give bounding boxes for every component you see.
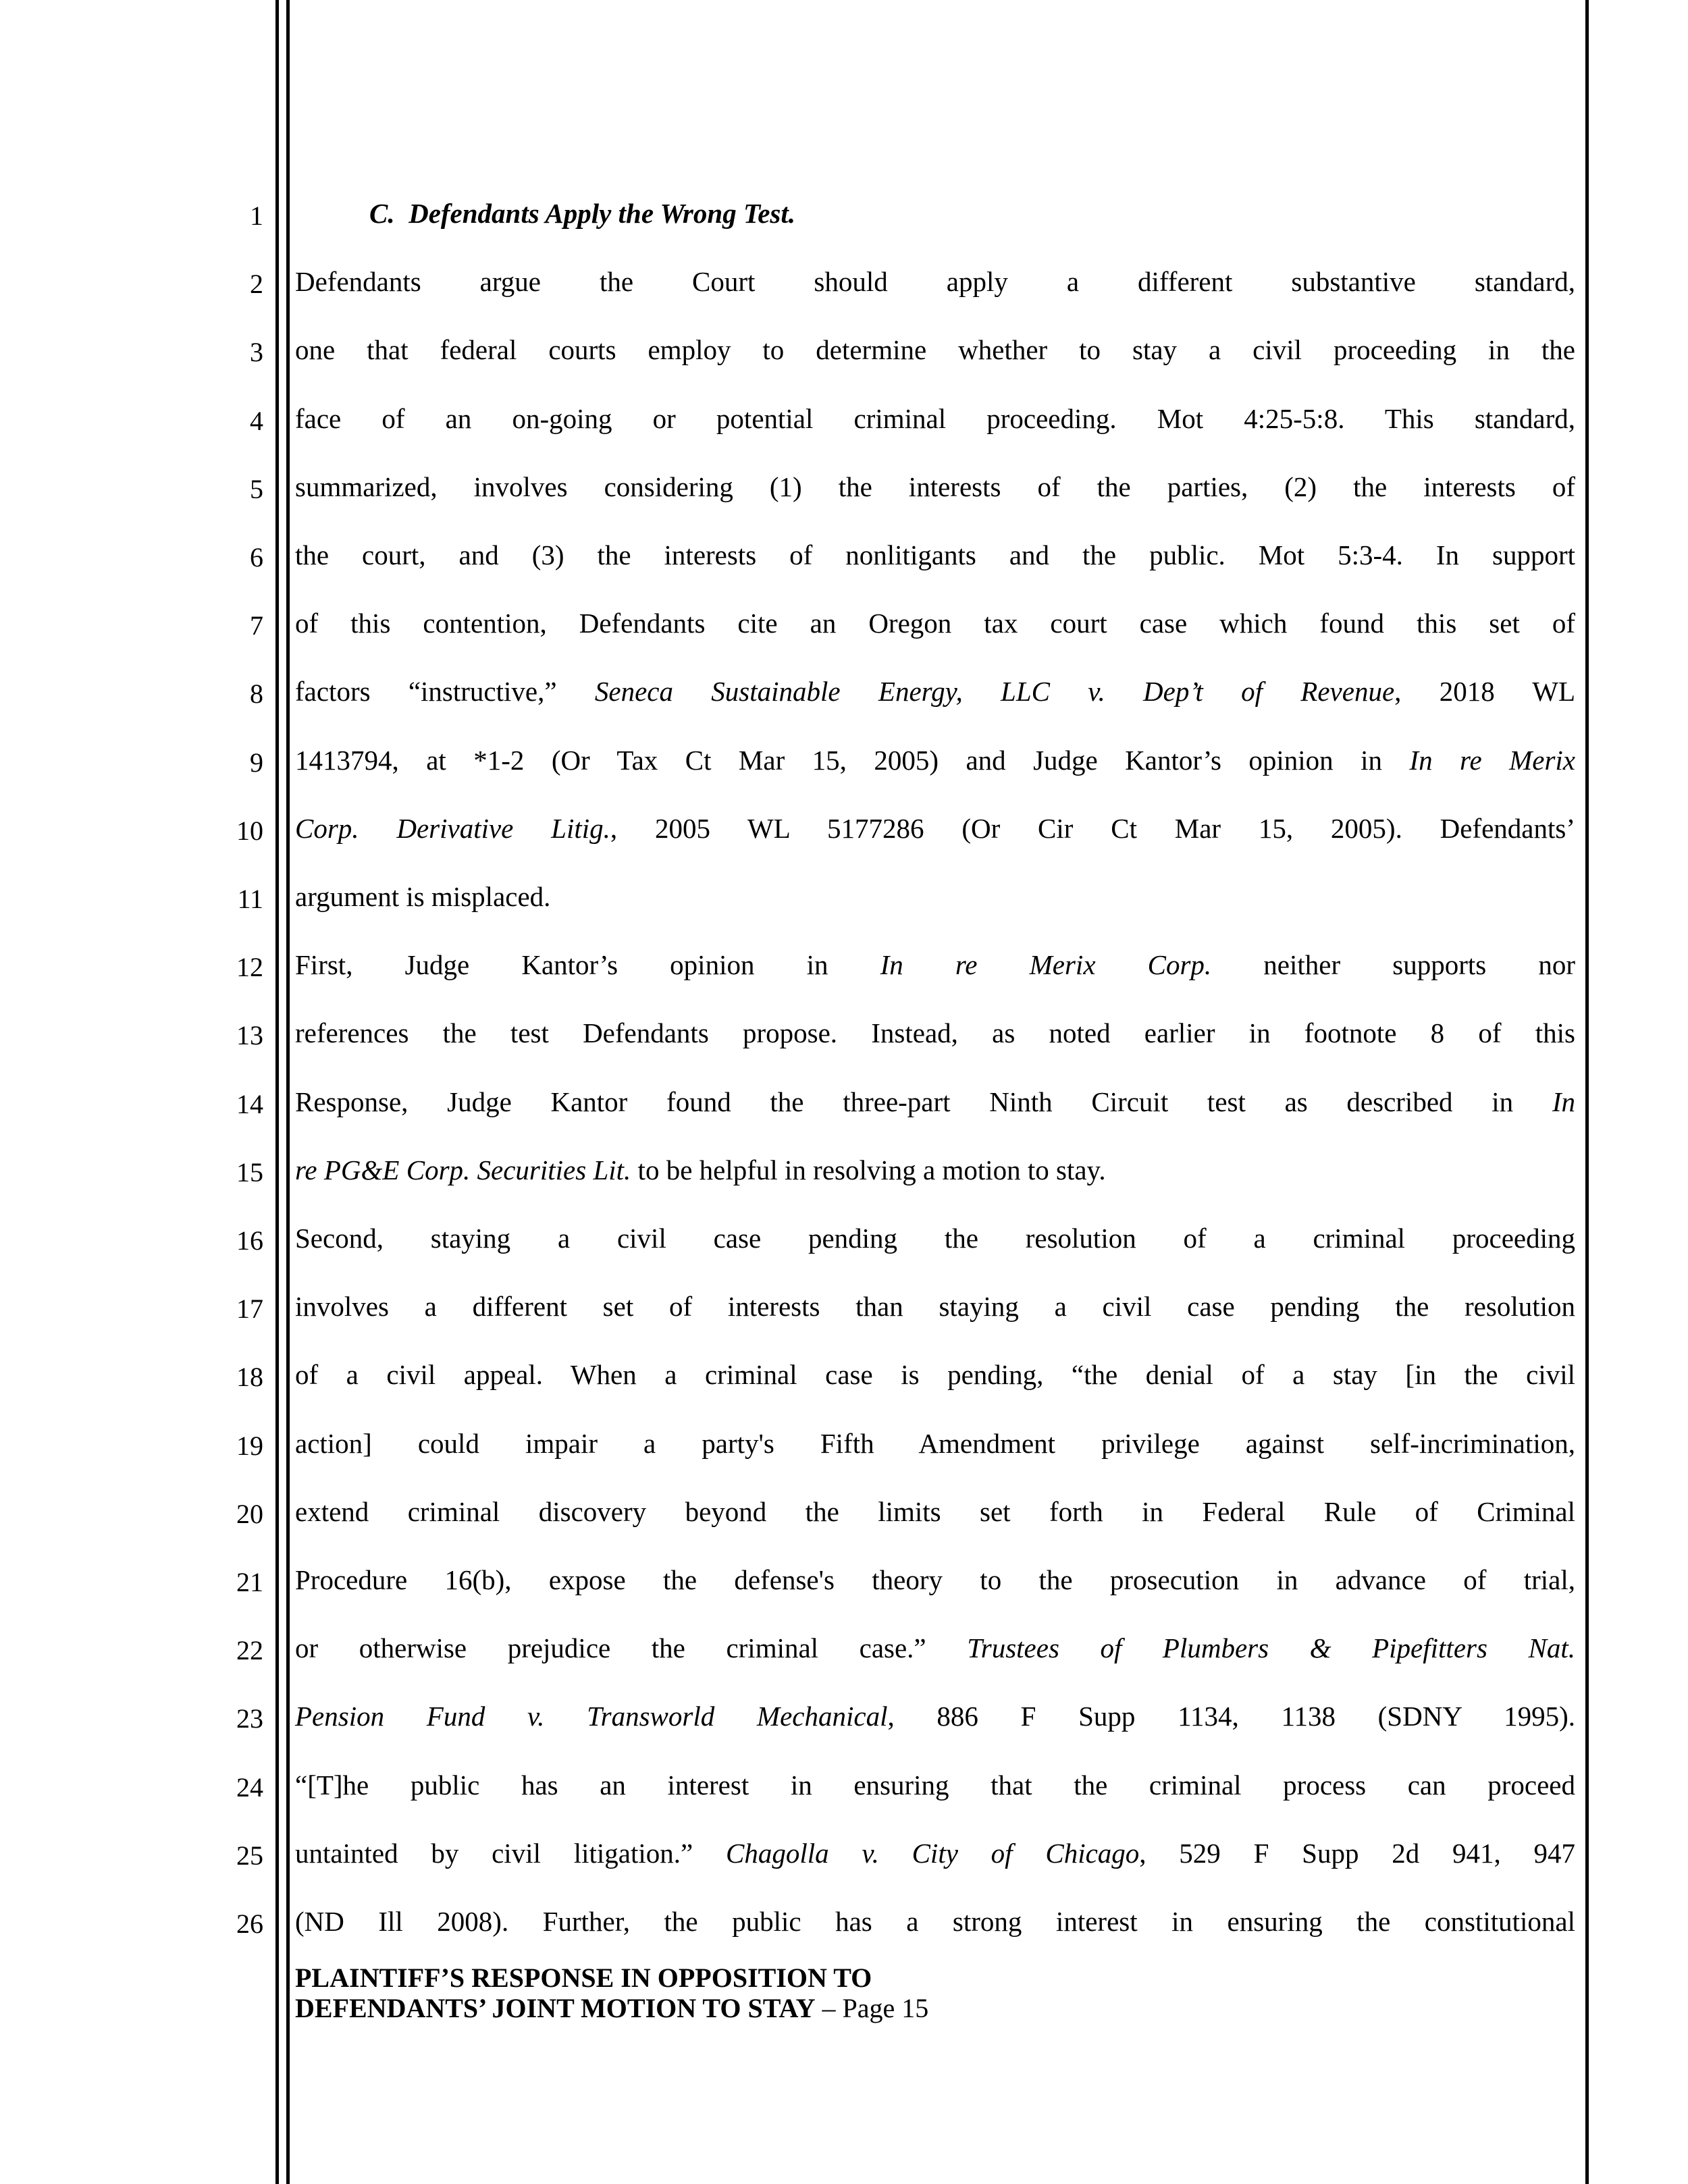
line-number: 25 bbox=[236, 1840, 263, 1871]
line-number: 22 bbox=[236, 1635, 263, 1666]
document-text-line: 1413794, at *1-2 (Or Tax Ct Mar 15, 2005) and Judge Kantor’s opinion in In re Merix bbox=[295, 744, 1575, 776]
line-number: 10 bbox=[236, 815, 263, 846]
document-text-line: action] could impair a party's Fifth Amendment privilege against self-incrimination, bbox=[295, 1427, 1575, 1459]
page-footer bbox=[295, 1963, 1578, 2024]
document-text-line: re PG&E Corp. Securities Lit. to be helpful in resolving a motion to stay. bbox=[295, 1154, 1106, 1186]
document-text-line: Second, staying a civil case pending the resolution of a criminal proceeding bbox=[295, 1223, 1575, 1254]
pleading-rule-left-outer bbox=[275, 0, 279, 2184]
document-text-line: references the test Defendants propose. Instead, as noted earlier in footnote 8 of this bbox=[295, 1017, 1575, 1049]
line-number: 2 bbox=[250, 269, 263, 300]
line-number: 26 bbox=[236, 1909, 263, 1939]
document-text-line: Procedure 16(b), expose the defense's theory to the prosecution in advance of trial, bbox=[295, 1564, 1575, 1595]
document-text-line: one that federal courts employ to determine whether to stay a civil proceeding in the bbox=[295, 334, 1575, 366]
line-number: 16 bbox=[236, 1225, 263, 1256]
document-text-line: (ND Ill 2008). Further, the public has a strong interest in ensuring the constitutional bbox=[295, 1906, 1575, 1937]
line-number: 21 bbox=[236, 1567, 263, 1597]
document-text-line: argument is misplaced. bbox=[295, 881, 551, 912]
document-text-line: the court, and (3) the interests of nonlitigants and the public. Mot 5:3-4. In support bbox=[295, 539, 1575, 570]
line-number: 7 bbox=[250, 610, 263, 641]
document-text-line: Pension Fund v. Transworld Mechanical, 886 F Supp 1134, 1138 (SDNY 1995). bbox=[295, 1701, 1575, 1732]
line-number: 14 bbox=[236, 1088, 263, 1119]
line-number: 6 bbox=[250, 542, 263, 572]
document-text-line: extend criminal discovery beyond the limits set forth in Federal Rule of Criminal bbox=[295, 1495, 1575, 1527]
line-number: 19 bbox=[236, 1430, 263, 1461]
document-text-line: of this contention, Defendants cite an Oregon tax court case which found this set of bbox=[295, 608, 1575, 639]
document-text-line: face of an on-going or potential criminal proceeding. Mot 4:25-5:8. This standard, bbox=[295, 402, 1575, 434]
line-number: 13 bbox=[236, 1020, 263, 1051]
footer-line-2 bbox=[295, 1994, 1578, 2024]
line-number: 3 bbox=[250, 337, 263, 368]
footer-page-number: – Page 15 bbox=[815, 1992, 929, 2023]
line-number: 1 bbox=[250, 201, 263, 231]
pleading-rule-left-inner bbox=[286, 0, 290, 2184]
footer-line-1: PLAINTIFF’S RESPONSE IN OPPOSITION TO bbox=[295, 1963, 872, 1993]
document-text-line: Corp. Derivative Litig., 2005 WL 5177286 (Or Cir Ct Mar 15, 2005). Defendants’ bbox=[295, 812, 1575, 844]
document-text-line: factors “instructive,” Seneca Sustainable Energy, LLC v. Dep’t of Revenue, 2018 WL bbox=[295, 676, 1576, 708]
line-number: 23 bbox=[236, 1703, 263, 1734]
line-number: 20 bbox=[236, 1498, 263, 1529]
section-heading: C. Defendants Apply the Wrong Test. bbox=[369, 198, 796, 229]
document-text-line: “[T]he public has an interest in ensuring that the criminal process can proceed bbox=[295, 1769, 1575, 1801]
pleading-rule-right bbox=[1585, 0, 1589, 2184]
line-number: 9 bbox=[250, 747, 263, 778]
line-number: 8 bbox=[250, 678, 263, 710]
document-text-line: of a civil appeal. When a criminal case is pending, “the denial of a stay [in the civil bbox=[295, 1359, 1575, 1391]
footer-title: DEFENDANTS’ JOINT MOTION TO STAY bbox=[295, 1992, 816, 2023]
line-number: 5 bbox=[250, 473, 263, 504]
line-number: 24 bbox=[236, 1772, 263, 1803]
line-number: 11 bbox=[237, 884, 263, 914]
document-text-line: Response, Judge Kantor found the three-part Ninth Circuit test as described in In bbox=[295, 1086, 1575, 1117]
line-number: 18 bbox=[236, 1362, 263, 1393]
document-text-line: Defendants argue the Court should apply a different substantive standard, bbox=[295, 266, 1575, 298]
document-text-line: or otherwise prejudice the criminal case.” Trustees of Plumbers & Pipefitters Nat. bbox=[295, 1632, 1575, 1664]
line-number: 17 bbox=[236, 1294, 263, 1325]
line-number: 12 bbox=[236, 952, 263, 983]
document-text-line: summarized, involves considering (1) the interests of the parties, (2) the interests of bbox=[295, 471, 1575, 502]
document-text-line: involves a different set of interests than staying a civil case pending the resolution bbox=[295, 1291, 1575, 1323]
line-number: 4 bbox=[250, 405, 263, 436]
line-number: 15 bbox=[236, 1156, 263, 1188]
document-text-line: untainted by civil litigation.” Chagolla v. City of Chicago, 529 F Supp 2d 941, 947 bbox=[295, 1837, 1575, 1869]
document-text-line: First, Judge Kantor’s opinion in In re Merix Corp. neither supports nor bbox=[295, 949, 1575, 981]
